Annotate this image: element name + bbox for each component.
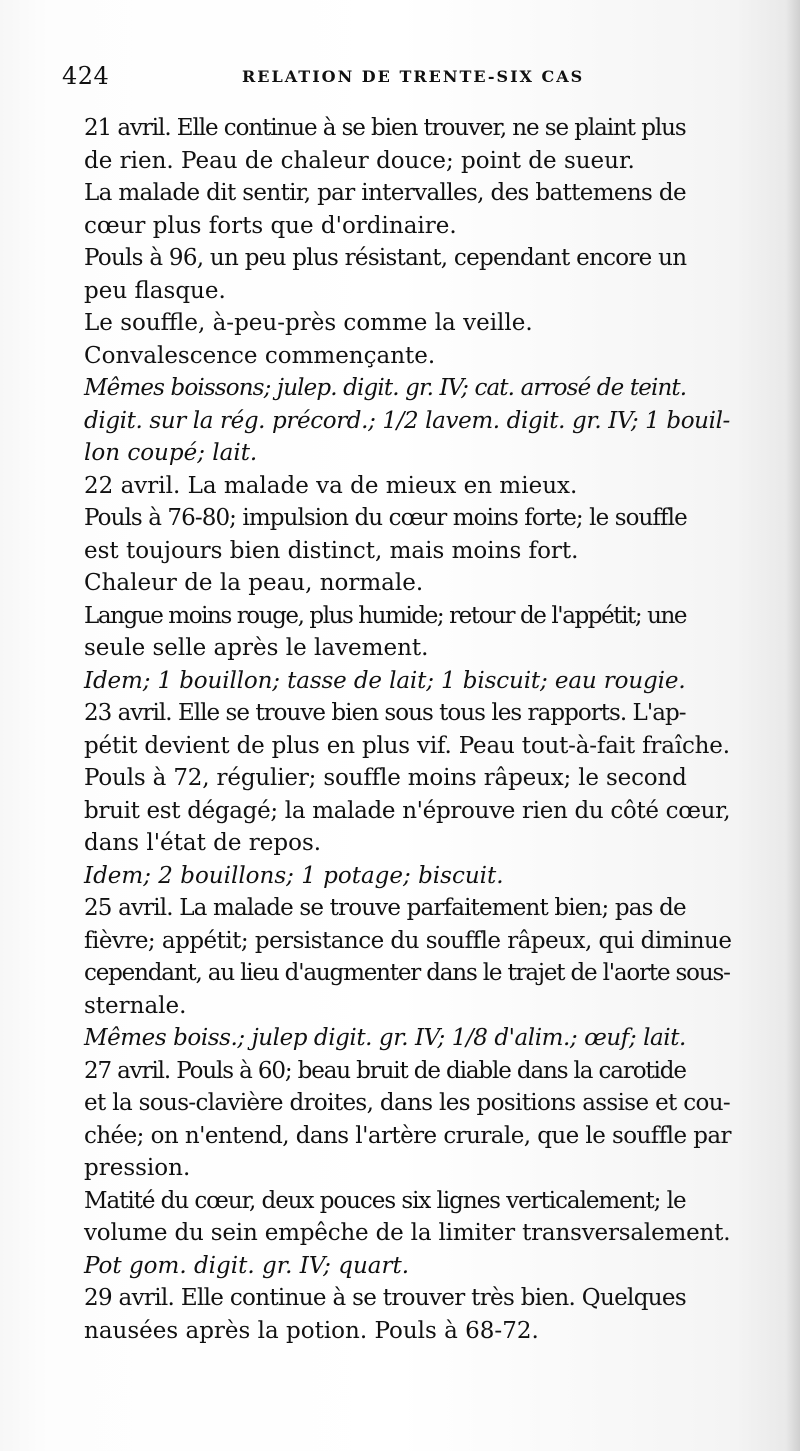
text-line: fièvre; appétit; persistance du souffle râpeux, qui diminue [84, 927, 732, 954]
text-paragraph [40, 762, 730, 860]
text-line: Le souffle, à-peu-près comme la veille. [84, 310, 533, 336]
prescription-paragraph [40, 1250, 730, 1283]
text-paragraph [40, 1185, 730, 1250]
text-line: 21 avril. Elle continue à se bien trouver, ne se plaint plus [84, 115, 686, 141]
text-line: volume du sein empêche de la limiter transversalement. [84, 1220, 731, 1246]
prescription-paragraph [40, 372, 730, 470]
text-line: Pouls à 72, régulier; souffle moins râpeux; le second [84, 765, 687, 791]
text-line: 27 avril. Pouls à 60; beau bruit de diable dans la carotide [84, 1057, 686, 1084]
text-line: Langue moins rouge, plus humide; retour de l'appétit; une [84, 602, 687, 629]
text-line: sternale. [84, 992, 187, 1019]
text-paragraph [40, 502, 730, 567]
page-edge-shadow [786, 0, 800, 1451]
text-line: pression. [84, 1155, 191, 1181]
text-line: cependant, au lieu d'augmenter dans le trajet de l'aorte sous- [84, 960, 730, 986]
text-line: cœur plus forts que d'ordinaire. [84, 212, 457, 239]
text-line: lon coupé; lait. [84, 440, 258, 466]
text-line: de rien. Peau de chaleur douce; point de sueur. [84, 147, 635, 174]
text-line: est toujours bien distinct, mais moins fort. [84, 537, 579, 564]
text-paragraph [40, 892, 730, 1022]
text-line: Pouls à 76-80; impulsion du cœur moins forte; le souffle [84, 505, 687, 531]
text-line: 25 avril. La malade se trouve parfaitement bien; pas de [84, 895, 686, 921]
text-paragraph [40, 1282, 730, 1347]
text-paragraph [40, 567, 730, 600]
text-paragraph [40, 112, 730, 177]
prescription-paragraph [40, 1022, 730, 1055]
text-line: Mêmes boiss.; julep digit. gr. IV; 1/8 d'alim.; œuf; lait. [84, 1025, 686, 1051]
prescription-paragraph [40, 665, 730, 698]
text-paragraph [40, 177, 730, 242]
text-line: et la sous-clavière droites, dans les positions assise et cou- [84, 1090, 731, 1116]
text-paragraph [40, 307, 730, 340]
text-line: chée; on n'entend, dans l'artère crurale, que le souffle par [84, 1122, 731, 1149]
page-header [62, 62, 712, 92]
text-line: 23 avril. Elle se trouve bien sous tous les rapports. L'ap- [84, 700, 686, 726]
text-line: nausées après la potion. Pouls à 68-72. [84, 1317, 539, 1344]
text-line: La malade dit sentir, par intervalles, des battemens de [84, 180, 686, 206]
text-line: peu flasque. [84, 277, 226, 304]
text-paragraph [40, 697, 730, 762]
text-line: Idem; 1 bouillon; tasse de lait; 1 biscuit; eau rougie. [84, 667, 686, 694]
text-paragraph [40, 340, 730, 373]
text-line: 29 avril. Elle continue à se trouver très bien. Quelques [84, 1285, 686, 1311]
text-paragraph [40, 1055, 730, 1185]
text-line: dans l'état de repos. [84, 830, 322, 856]
prescription-paragraph [40, 860, 730, 893]
text-line: 22 avril. La malade va de mieux en mieux. [84, 472, 578, 499]
text-line: Mêmes boissons; julep. digit. gr. IV; cat. arrosé de teint. [84, 375, 687, 401]
page-number: 424 [62, 62, 110, 90]
text-paragraph [40, 470, 730, 503]
text-line: Convalescence commençante. [84, 342, 436, 369]
text-paragraph [40, 600, 730, 665]
text-line: Pot gom. digit. gr. IV; quart. [84, 1252, 410, 1279]
text-line: Matité du cœur, deux pouces six lignes verticalement; le [84, 1187, 686, 1214]
text-line: Pouls à 96, un peu plus résistant, cependant encore un [84, 245, 687, 271]
text-line: Idem; 2 bouillons; 1 potage; biscuit. [84, 862, 504, 889]
running-title: RELATION DE TRENTE-SIX CAS [242, 67, 585, 86]
text-line: Chaleur de la peau, normale. [84, 570, 424, 596]
text-line: digit. sur la rég. précord.; 1/2 lavem. digit. gr. IV; 1 bouil- [84, 407, 730, 434]
page-body [40, 112, 730, 1347]
text-line: bruit est dégagé; la malade n'éprouve rien du côté cœur, [84, 797, 731, 824]
text-paragraph [40, 242, 730, 307]
text-line: pétit devient de plus en plus vif. Peau tout-à-fait fraîche. [84, 732, 730, 759]
text-line: seule selle après le lavement. [84, 635, 429, 661]
